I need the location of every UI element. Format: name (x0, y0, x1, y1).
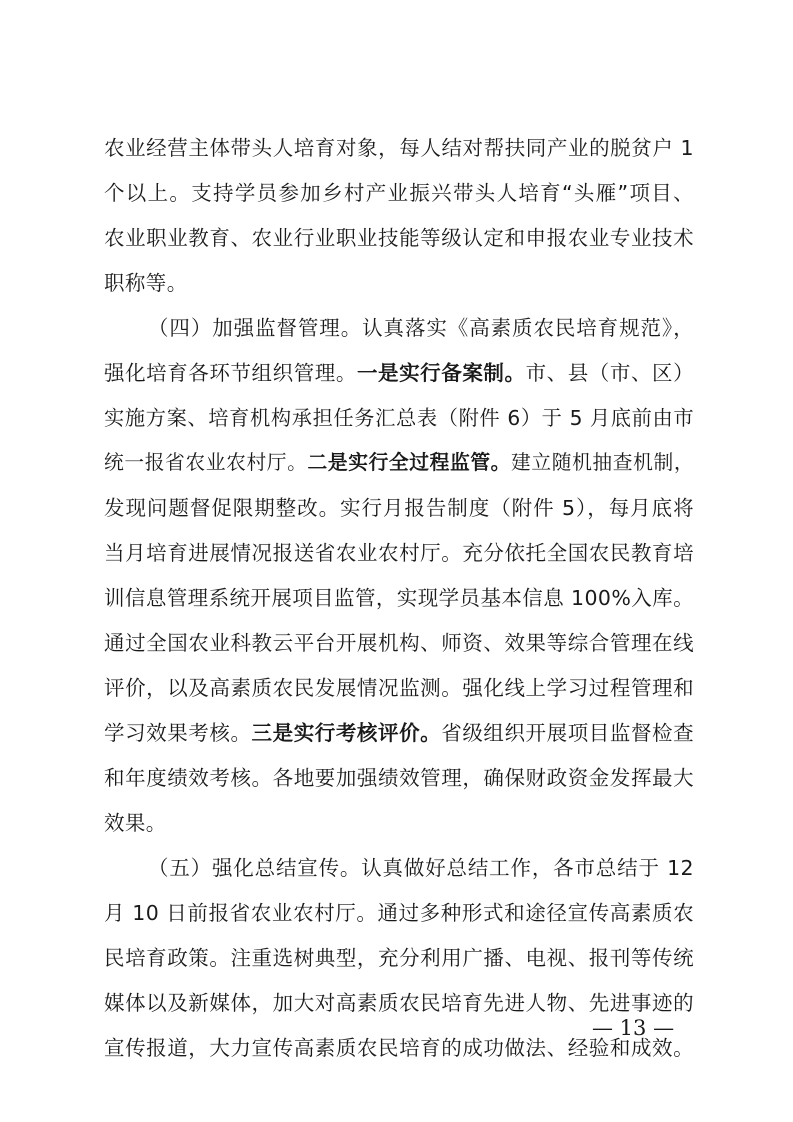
text-line-1 (104, 128, 694, 168)
text-line-15 (104, 758, 694, 798)
text-line-3 (104, 218, 694, 258)
text-segment: 评价，以及高素质农民发展情况监测。强化线上学习过程管理和 (104, 676, 694, 700)
text-segment: 职称等。 (104, 271, 188, 295)
text-segment: 实施方案、培育机构承担任务汇总表（附件 6）于 5 月底前由市 (104, 406, 694, 430)
text-segment-bold: 一是实行备案制。 (356, 361, 526, 385)
text-segment: 宣传报道，大力宣传高素质农民培育的成功做法、经验和成效。 (104, 1036, 694, 1060)
text-segment: 民培育政策。注重选树典型，充分利用广播、电视、报刊等传统 (104, 946, 694, 970)
text-line-2 (104, 173, 694, 213)
text-segment: 通过全国农业科教云平台开展机构、师资、效果等综合管理在线 (104, 631, 694, 655)
text-segment: 训信息管理系统开展项目监管，实现学员基本信息 100%入库。 (104, 586, 694, 610)
text-segment: 农业职业教育、农业行业职业技能等级认定和申报农业专业技术 (104, 226, 694, 250)
text-segment: 发现问题督促限期整改。实行月报告制度（附件 5），每月底将 (104, 496, 694, 520)
text-line-5 (148, 308, 694, 348)
text-segment: 效果。 (104, 811, 167, 835)
text-line-13 (104, 668, 694, 708)
text-line-4 (104, 263, 694, 303)
text-segment: 农业经营主体带头人培育对象，每人结对帮扶同产业的脱贫户 1 (104, 136, 694, 160)
text-line-9 (104, 488, 694, 528)
text-line-8 (104, 443, 694, 483)
text-segment: 统一报省农业农村厅。 (104, 451, 308, 474)
text-line-16 (104, 803, 694, 843)
text-line-6 (104, 353, 694, 393)
text-segment-bold: 三是实行考核评价。 (251, 721, 442, 745)
text-segment-bold: 二是实行全过程监管。 (307, 451, 512, 474)
text-segment: 建立随机抽查机制， (511, 451, 694, 474)
text-line-14 (104, 713, 694, 753)
text-segment: 强化培育各环节组织管理。 (104, 361, 357, 385)
text-segment: （四）加强监督管理。认真落实《高素质农民培育规范》， (148, 316, 694, 340)
text-segment: 省级组织开展项目监督检查 (441, 721, 694, 745)
text-segment: 学习效果考核。 (104, 721, 252, 745)
text-line-10 (104, 533, 694, 573)
text-line-12 (104, 623, 694, 663)
text-segment: 个以上。支持学员参加乡村产业振兴带头人培育“头雁”项目、 (104, 181, 694, 205)
text-segment: 月 10 日前报省农业农村厅。通过多种形式和途径宣传高素质农 (104, 901, 694, 925)
text-segment: 媒体以及新媒体，加大对高素质农民培育先进人物、先进事迹的 (104, 991, 694, 1015)
text-line-17 (148, 848, 694, 888)
text-segment: （五）强化总结宣传。认真做好总结工作，各市总结于 12 (148, 856, 694, 880)
text-line-18 (104, 893, 694, 933)
text-line-7 (104, 398, 694, 438)
text-segment: 市、县（市、区） (525, 361, 695, 385)
page-number: — 13 — (592, 1016, 675, 1040)
text-segment: 当月培育进展情况报送省农业农村厅。充分依托全国农民教育培 (104, 541, 694, 565)
text-segment: 和年度绩效考核。各地要加强绩效管理，确保财政资金发挥最大 (104, 766, 694, 790)
text-line-19 (104, 938, 694, 978)
text-line-11 (104, 578, 694, 618)
